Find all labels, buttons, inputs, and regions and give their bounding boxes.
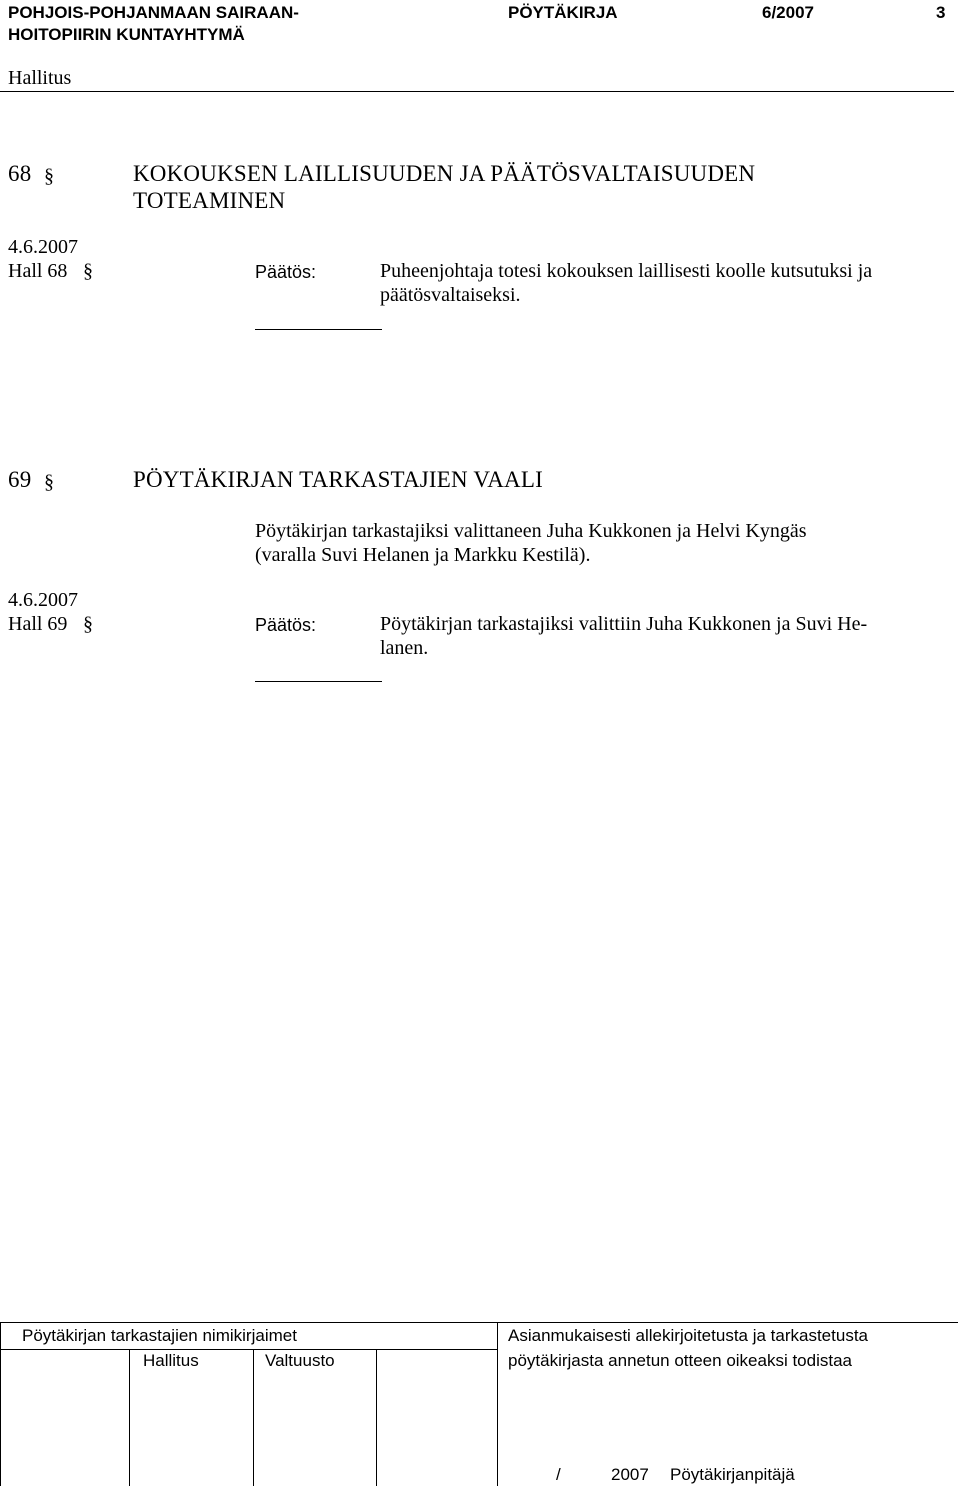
section-68-title-line1: KOKOUKSEN LAILLISUUDEN JA PÄÄTÖSVALTAISUUDEN (133, 161, 756, 186)
footer-column-divider-3 (376, 1349, 377, 1486)
footer-year: 2007 (611, 1465, 649, 1484)
footer-column-hallitus: Hallitus (143, 1351, 199, 1370)
section-69-title: PÖYTÄKIRJAN TARKASTAJIEN VAALI (133, 467, 543, 492)
header-rule (0, 91, 954, 92)
section-69-date: 4.6.2007 (8, 589, 78, 611)
section-68-sign: § (44, 165, 55, 187)
section-68-date: 4.6.2007 (8, 236, 78, 258)
footer-initials-rule (0, 1349, 497, 1350)
section-69-reference: Hall 69 (8, 613, 68, 635)
footer-certification-line2: pöytäkirjasta annetun otteen oikeaksi todistaa (508, 1351, 853, 1370)
section-69-proposal-line2: (varalla Suvi Helanen ja Markku Kestilä). (255, 544, 591, 566)
organization-name-line2: HOITOPIIRIN KUNTAYHTYMÄ (8, 25, 245, 44)
footer-date-slash: / (556, 1465, 561, 1484)
section-68-number: 68 (8, 161, 32, 186)
footer-signer-title: Pöytäkirjanpitäjä (670, 1465, 795, 1484)
footer-column-divider-2 (253, 1349, 254, 1486)
section-69-sign: § (44, 471, 55, 493)
section-68-title-line2: TOTEAMINEN (133, 188, 286, 213)
section-68-end-rule (255, 329, 382, 330)
section-69-reference-sign: § (83, 613, 93, 635)
section-69-number: 69 (8, 467, 32, 492)
document-type: PÖYTÄKIRJA (508, 3, 618, 22)
section-68-decision-line1: Puheenjohtaja totesi kokouksen laillisesti koolle kutsutuksi ja (380, 260, 873, 282)
footer-top-rule (0, 1322, 958, 1323)
section-68-reference: Hall 68 (8, 260, 68, 282)
section-68-decision-label: Päätös: (255, 262, 317, 282)
section-69-decision-line1: Pöytäkirjan tarkastajiksi valittiin Juha Kukkonen ja Suvi He- (380, 613, 868, 635)
footer-column-divider-1 (129, 1349, 130, 1486)
footer-certification-line1: Asianmukaisesti allekirjoitetusta ja tarkastetusta (508, 1326, 868, 1345)
footer-column-valtuusto: Valtuusto (265, 1351, 335, 1370)
section-69-proposal-line1: Pöytäkirjan tarkastajiksi valittaneen Juha Kukkonen ja Helvi Kyngäs (255, 520, 807, 542)
section-68-decision-line2: päätösvaltaiseksi. (380, 284, 521, 306)
governing-body-name: Hallitus (8, 67, 72, 89)
footer-middle-border (497, 1322, 498, 1486)
section-69-end-rule (255, 681, 382, 682)
organization-name-line1: POHJOIS-POHJANMAAN SAIRAAN- (8, 3, 299, 22)
footer-left-border (0, 1322, 1, 1486)
footer-initials-title: Pöytäkirjan tarkastajien nimikirjaimet (22, 1326, 297, 1345)
section-69-decision-line2: lanen. (380, 637, 429, 659)
section-68-reference-sign: § (83, 260, 93, 282)
page-number: 3 (936, 3, 946, 22)
document-number: 6/2007 (762, 3, 814, 22)
section-69-decision-label: Päätös: (255, 615, 317, 635)
